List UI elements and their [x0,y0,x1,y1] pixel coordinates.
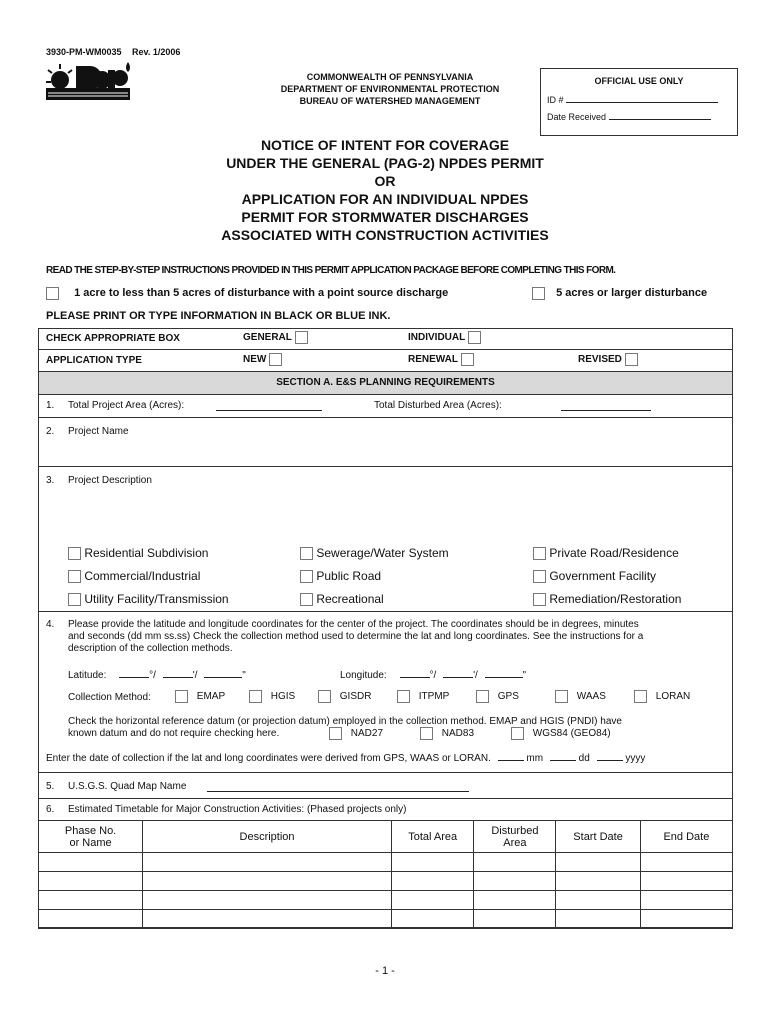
datum-line-1: Check the horizontal reference datum (or projection datum) employed in the collection method. EMAP and HGIS (PNDI) have [68,716,622,727]
method-gps[interactable] [476,690,519,703]
long-min-symbol: '/ [473,670,478,681]
hgis-checkbox[interactable] [249,690,262,703]
date-mm-field[interactable] [498,760,524,761]
lat-sec-field[interactable] [204,677,242,678]
option-government[interactable] [533,569,656,583]
form-id-text: 3930-PM-WM0035 [46,47,122,57]
table-cell[interactable] [640,853,732,872]
disturbance-1-5-label: 1 acre to less than 5 acres of disturbance with a point source discharge [74,287,449,300]
table-cell[interactable] [391,891,474,910]
renewal-option [408,353,474,366]
wgs84-label: WGS84 (GEO84) [532,728,611,740]
lat-min-symbol: '/ [192,670,198,681]
form-id [46,47,180,57]
official-date-label: Date Received [547,112,607,122]
nad83-label: NAD83 [441,728,475,740]
public-road-label: Public Road [316,569,382,583]
commercial-checkbox[interactable] [68,570,81,583]
col-phase [39,821,143,853]
revised-label: REVISED [578,354,622,366]
method-emap[interactable] [175,690,225,703]
renewal-label: RENEWAL [408,354,458,366]
item1-disturbed-area-label: Total Disturbed Area (Acres): [374,400,502,411]
nad83-checkbox[interactable] [420,727,433,740]
official-id-label: ID # [547,95,564,105]
item6-number: 6. [46,804,55,815]
table-row[interactable] [39,910,733,929]
title-line-3: OR [374,173,396,189]
remediation-checkbox[interactable] [533,593,546,606]
itpmp-checkbox[interactable] [397,690,410,703]
dep-logo [44,60,134,102]
table-cell[interactable] [556,872,640,891]
col-end-date: End Date [640,821,732,853]
recreational-checkbox[interactable] [300,593,313,606]
timetable-table [38,820,733,929]
form-title [100,136,670,244]
disturbance-1-5-checkbox[interactable] [46,287,59,300]
option-utility[interactable] [68,592,229,606]
item4-line-2: and seconds (dd mm ss.ss) Check the collection method used to determine the lat and long coordinates. See the instructions for a [68,631,644,642]
instructions-text: READ THE STEP-BY-STEP INSTRUCTIONS PROVIDED IN THIS PERMIT APPLICATION PACKAGE BEFORE COMPLETING THIS FORM. [46,265,616,276]
option-commercial[interactable] [68,569,200,583]
col-total-area: Total Area [391,821,474,853]
disturbance-5plus-checkbox[interactable] [532,287,545,300]
agency-line-1: COMMONWEALTH OF PENNSYLVANIA [306,72,474,82]
longitude-label: Longitude: [340,670,387,681]
sewerage-checkbox[interactable] [300,547,313,560]
long-sec-field[interactable] [485,677,523,678]
timetable-header-row [39,821,733,853]
longitude-row [340,670,526,681]
item4-line-1: Please provide the latitude and longitude coordinates for the center of the project. The coordinates should be in degrees, minutes [68,619,639,630]
latitude-label: Latitude: [68,670,107,681]
application-type-label: APPLICATION TYPE [46,355,142,366]
gisdr-checkbox[interactable] [318,690,331,703]
table-cell[interactable] [556,910,640,929]
individual-checkbox[interactable] [468,331,481,344]
table-cell[interactable] [640,891,732,910]
new-label: NEW [243,354,267,366]
mm-label: mm [526,753,544,764]
sewerage-label: Sewerage/Water System [316,546,449,560]
method-loran[interactable] [634,690,690,703]
option-sewerage[interactable] [300,546,449,560]
datum-nad27[interactable] [329,727,383,740]
general-label: GENERAL [243,332,292,344]
nad27-checkbox[interactable] [329,727,342,740]
remediation-label: Remediation/Restoration [549,592,682,606]
agency-line-3: BUREAU OF WATERSHED MANAGEMENT [299,96,481,106]
revision-text: Rev. 1/2006 [132,47,181,57]
waas-label: WAAS [576,691,606,703]
lat-min-field[interactable] [163,677,193,678]
collection-date-label: Enter the date of collection if the lat and long coordinates were derived from GPS, WAAS or LORAN. [46,753,491,764]
hgis-label: HGIS [270,691,296,703]
disturbed-area-field[interactable] [561,399,651,411]
method-waas[interactable] [555,690,606,703]
quad-map-field[interactable] [207,781,469,792]
residential-checkbox[interactable] [68,547,81,560]
datum-line-2: known datum and do not require checking here. [68,728,280,739]
official-use-box [540,68,738,136]
item4-instructions [68,619,733,655]
official-date-field[interactable] [609,119,711,120]
table-cell[interactable] [391,910,474,929]
page-number: - 1 - [375,965,395,977]
method-gisdr[interactable] [318,690,371,703]
table-cell[interactable] [556,853,640,872]
private-road-checkbox[interactable] [533,547,546,560]
recreational-label: Recreational [316,592,384,606]
utility-checkbox[interactable] [68,593,81,606]
table-cell[interactable] [143,910,392,929]
table-cell[interactable] [143,872,392,891]
table-row[interactable] [39,853,733,872]
datum-wgs84[interactable] [511,727,611,740]
divider [38,611,733,612]
divider [38,466,733,467]
divider [38,798,733,799]
loran-label: LORAN [655,691,691,703]
table-cell[interactable] [143,853,392,872]
divider [38,417,733,418]
total-area-field[interactable] [216,399,322,411]
disturbance-row-2 [532,287,707,300]
table-cell[interactable] [39,853,143,872]
col-disturbed-area-text: Disturbed Area [491,824,539,849]
gps-checkbox[interactable] [476,690,489,703]
disturbance-5plus-label: 5 acres or larger disturbance [556,287,708,300]
itpmp-label: ITPMP [418,691,450,703]
title-line-2: UNDER THE GENERAL (PAG-2) NPDES PERMIT [226,155,544,171]
table-cell[interactable] [556,891,640,910]
table-cell[interactable] [474,910,556,929]
dd-label: dd [578,753,590,764]
item4-line-3: description of the collection methods. [68,643,233,654]
item5-number: 5. [46,781,55,792]
government-label: Government Facility [549,569,657,583]
item2-number: 2. [46,426,55,437]
revised-checkbox[interactable] [625,353,638,366]
individual-label: INDIVIDUAL [408,332,466,344]
table-row[interactable] [39,872,733,891]
renewal-checkbox[interactable] [461,353,474,366]
new-checkbox[interactable] [269,353,282,366]
title-line-6: ASSOCIATED WITH CONSTRUCTION ACTIVITIES [221,227,549,243]
table-cell[interactable] [39,872,143,891]
item6-timetable-label: Estimated Timetable for Major Construction Activities: (Phased projects only) [68,804,407,815]
emap-label: EMAP [196,691,226,703]
disturbance-row [46,287,448,300]
table-cell[interactable] [474,872,556,891]
method-itpmp[interactable] [397,690,449,703]
new-option [243,353,282,366]
project-name-field[interactable] [39,440,732,464]
emap-checkbox[interactable] [175,690,188,703]
item5-quad-map-label: U.S.G.S. Quad Map Name [68,781,187,792]
method-hgis[interactable] [249,690,295,703]
item1-number: 1. [46,400,55,411]
option-residential[interactable] [68,546,208,560]
divider [38,349,733,350]
col-start-date: Start Date [556,821,640,853]
item1-total-area-label: Total Project Area (Acres): [68,400,185,411]
table-cell[interactable] [39,891,143,910]
item4-number: 4. [46,619,55,630]
private-road-label: Private Road/Residence [549,546,679,560]
agency-block [255,71,525,107]
col-disturbed-area [474,821,556,853]
collection-method-label: Collection Method: [68,692,151,703]
long-deg-symbol: °/ [429,670,437,681]
table-cell[interactable] [391,853,474,872]
title-line-1: NOTICE OF INTENT FOR COVERAGE [260,137,510,153]
option-public-road[interactable] [300,569,381,583]
option-remediation[interactable] [533,592,681,606]
divider [38,772,733,773]
official-use-title: OFFICIAL USE ONLY [594,76,684,86]
col-description: Description [143,821,392,853]
table-cell[interactable] [474,853,556,872]
table-cell[interactable] [143,891,392,910]
long-sec-symbol: " [522,670,527,681]
item3-number: 3. [46,475,55,486]
section-a-title: SECTION A. E&S PLANNING REQUIREMENTS [39,372,732,394]
title-line-4: APPLICATION FOR AN INDIVIDUAL NPDES [241,191,529,207]
table-cell[interactable] [391,872,474,891]
divider [38,394,733,395]
date-dd-field[interactable] [550,760,576,761]
individual-option [408,331,481,344]
revised-option [578,353,638,366]
option-private-road[interactable] [533,546,679,560]
title-line-5: PERMIT FOR STORMWATER DISCHARGES [241,209,529,225]
loran-checkbox[interactable] [634,690,647,703]
official-id-row [547,95,718,105]
official-date-row [547,112,711,122]
gps-label: GPS [497,691,519,703]
collection-date-row [46,753,645,764]
print-note: PLEASE PRINT OR TYPE INFORMATION IN BLACK OR BLUE INK. [46,310,391,322]
latitude-row [68,670,246,681]
agency-line-2: DEPARTMENT OF ENVIRONMENTAL PROTECTION [280,84,500,94]
table-cell[interactable] [39,910,143,929]
check-box-label: CHECK APPROPRIATE BOX [46,333,180,344]
table-cell[interactable] [474,891,556,910]
long-min-field[interactable] [443,677,473,678]
residential-label: Residential Subdivision [84,546,209,560]
date-yyyy-field[interactable] [597,760,623,761]
gisdr-label: GISDR [339,691,372,703]
yyyy-label: yyyy [625,753,646,764]
waas-checkbox[interactable] [555,690,568,703]
nad27-label: NAD27 [350,728,384,740]
project-description-field[interactable] [39,490,732,540]
lat-deg-field[interactable] [119,677,149,678]
lat-sec-symbol: " [242,670,246,681]
table-cell[interactable] [640,872,732,891]
official-id-field[interactable] [566,102,718,103]
commercial-label: Commercial/Industrial [84,569,201,583]
general-option [243,331,308,344]
datum-nad83[interactable] [420,727,474,740]
table-row[interactable] [39,891,733,910]
public-road-checkbox[interactable] [300,570,313,583]
table-cell[interactable] [640,910,732,929]
general-checkbox[interactable] [295,331,308,344]
item2-project-name-label: Project Name [68,426,129,437]
utility-label: Utility Facility/Transmission [84,592,229,606]
lat-deg-symbol: °/ [149,670,156,681]
long-deg-field[interactable] [400,677,430,678]
item3-project-description-label: Project Description [68,475,152,486]
col-phase-text: Phase No. or Name [64,824,117,849]
wgs84-checkbox[interactable] [511,727,524,740]
government-checkbox[interactable] [533,570,546,583]
option-recreational[interactable] [300,592,384,606]
